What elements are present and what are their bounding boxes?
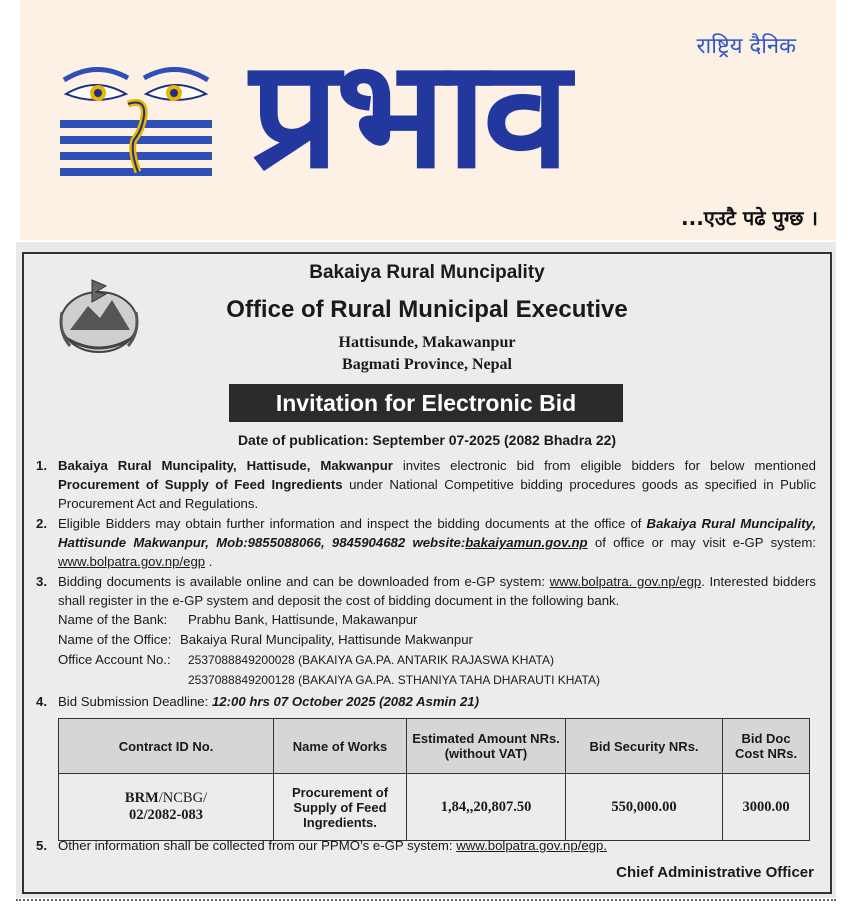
egp-link[interactable]: www.bolpatra.gov.np/egp. <box>456 838 608 853</box>
item-text: . <box>205 554 213 569</box>
municipality-name: Bakaiya Rural Muncipality <box>309 262 545 283</box>
item-number: 2. <box>36 516 47 531</box>
newspaper-tagline-bottom: ...एउटै पढे पुग्छ । <box>681 206 818 230</box>
deadline-text: 12:00 hrs 07 October 2025 (2082 Asmin 21) <box>211 694 480 709</box>
address-line-2: Bagmati Province, Nepal <box>342 356 512 373</box>
office-value: Bakaiya Rural Muncipality, Hattisunde Makwanpur <box>180 632 473 647</box>
item-text: . Interested bidders shall register in the e-GP system and deposit the cost of bidding document in the following bank. <box>58 574 816 608</box>
bank-value: Prabhu Bank, Hattisunde, Makawanpur <box>188 612 418 627</box>
column-header: Bid Security NRs. <box>566 719 723 774</box>
bid-notice <box>22 252 832 894</box>
security-cell: 550,000.00 <box>566 774 723 841</box>
account-number-2: 2537088849200128 (BAKAIYA GA.PA. STHANIYA TAHA DHARAUTI KHATA) <box>188 673 600 687</box>
bid-table <box>58 718 810 841</box>
works-cell: Procurement of Supply of Feed Ingredients. <box>274 774 407 841</box>
notice-item-5 <box>36 836 816 855</box>
table-row <box>59 774 810 841</box>
notice-item-3 <box>36 572 816 610</box>
amount-cell: 1,84,,20,807.50 <box>407 774 566 841</box>
notice-item-1 <box>36 456 816 513</box>
item-text: of office or may visit e-GP system: <box>587 535 816 550</box>
item-text: Bid Submission Deadline: <box>58 694 212 709</box>
office-name: Office of Rural Municipal Executive <box>226 296 628 323</box>
contract-id-mid: /NCBG/ <box>158 790 208 806</box>
account-row-2 <box>188 670 600 690</box>
item-text: Bakaiya Rural Muncipality, Hattisunde Makwanpur, Mob:9855088066, 9845904682 website: <box>58 516 817 550</box>
column-header: Name of Works <box>274 719 407 774</box>
item-text: invites electronic bid from eligible bidders for below mentioned <box>392 458 816 473</box>
item-number: 3. <box>36 574 47 589</box>
item-number: 4. <box>36 694 47 709</box>
office-label: Name of the Office: <box>58 632 172 647</box>
item-text: Bakaiya Rural Muncipality, Hattisude, Makwanpur <box>58 458 393 473</box>
table-header-row <box>59 719 810 774</box>
item-text: Bidding documents is available online and can be downloaded from e-GP system: <box>58 574 550 589</box>
egp-link[interactable]: www.bolpatra. gov.np/egp <box>549 574 702 589</box>
bank-name-row <box>58 610 417 629</box>
item-number: 1. <box>36 458 47 473</box>
column-header: Bid Doc Cost NRs. <box>723 719 810 774</box>
item-text: Other information shall be collected from our PPMO’s e-GP system: <box>58 838 457 853</box>
municipality-website-link[interactable]: bakaiyamun.gov.np <box>465 535 588 550</box>
newspaper-tagline-top: राष्ट्रिय दैनिक <box>696 34 796 59</box>
item-text: Eligible Bidders may obtain further information and inspect the bidding documents at the office of <box>58 516 647 531</box>
account-label: Office Account No.: <box>58 652 171 667</box>
page-divider <box>16 899 836 905</box>
notice-banner: Invitation for Electronic Bid <box>229 384 623 422</box>
contract-id-number: 02/2082-083 <box>128 807 204 823</box>
office-name-row <box>58 630 473 649</box>
column-header: Contract ID No. <box>59 719 274 774</box>
item-text: Procurement of Supply of Feed Ingredients <box>58 477 343 492</box>
newspaper-title: प्रभाव <box>250 28 567 202</box>
account-row <box>58 650 554 670</box>
account-number-1: 2537088849200028 (BAKAIYA GA.PA. ANTARIK RAJASWA KHATA) <box>188 653 554 667</box>
signatory-title: Chief Administrative Officer <box>616 864 814 881</box>
bank-label: Name of the Bank: <box>58 612 168 627</box>
item-text: under National Competitive bidding procedures goods as specified in Public Procurement Act and Regulations. <box>58 477 816 511</box>
address-line-1: Hattisunde, Makawanpur <box>338 334 516 351</box>
newspaper-masthead <box>20 0 836 240</box>
notice-item-2 <box>36 514 816 571</box>
egp-link[interactable]: www.bolpatra.gov.np/egp <box>58 554 206 569</box>
item-number: 5. <box>36 838 47 853</box>
contract-id-prefix: BRM <box>124 790 159 806</box>
doc-cost-cell: 3000.00 <box>723 774 810 841</box>
publication-date: Date of publication: September 07-2025 (2082 Bhadra 22) <box>237 432 617 448</box>
column-header: Estimated Amount NRs. (without VAT) <box>407 719 566 774</box>
notice-item-4 <box>36 692 816 711</box>
contract-id-cell <box>59 774 274 841</box>
buddha-eyes-logo-icon <box>56 60 216 190</box>
